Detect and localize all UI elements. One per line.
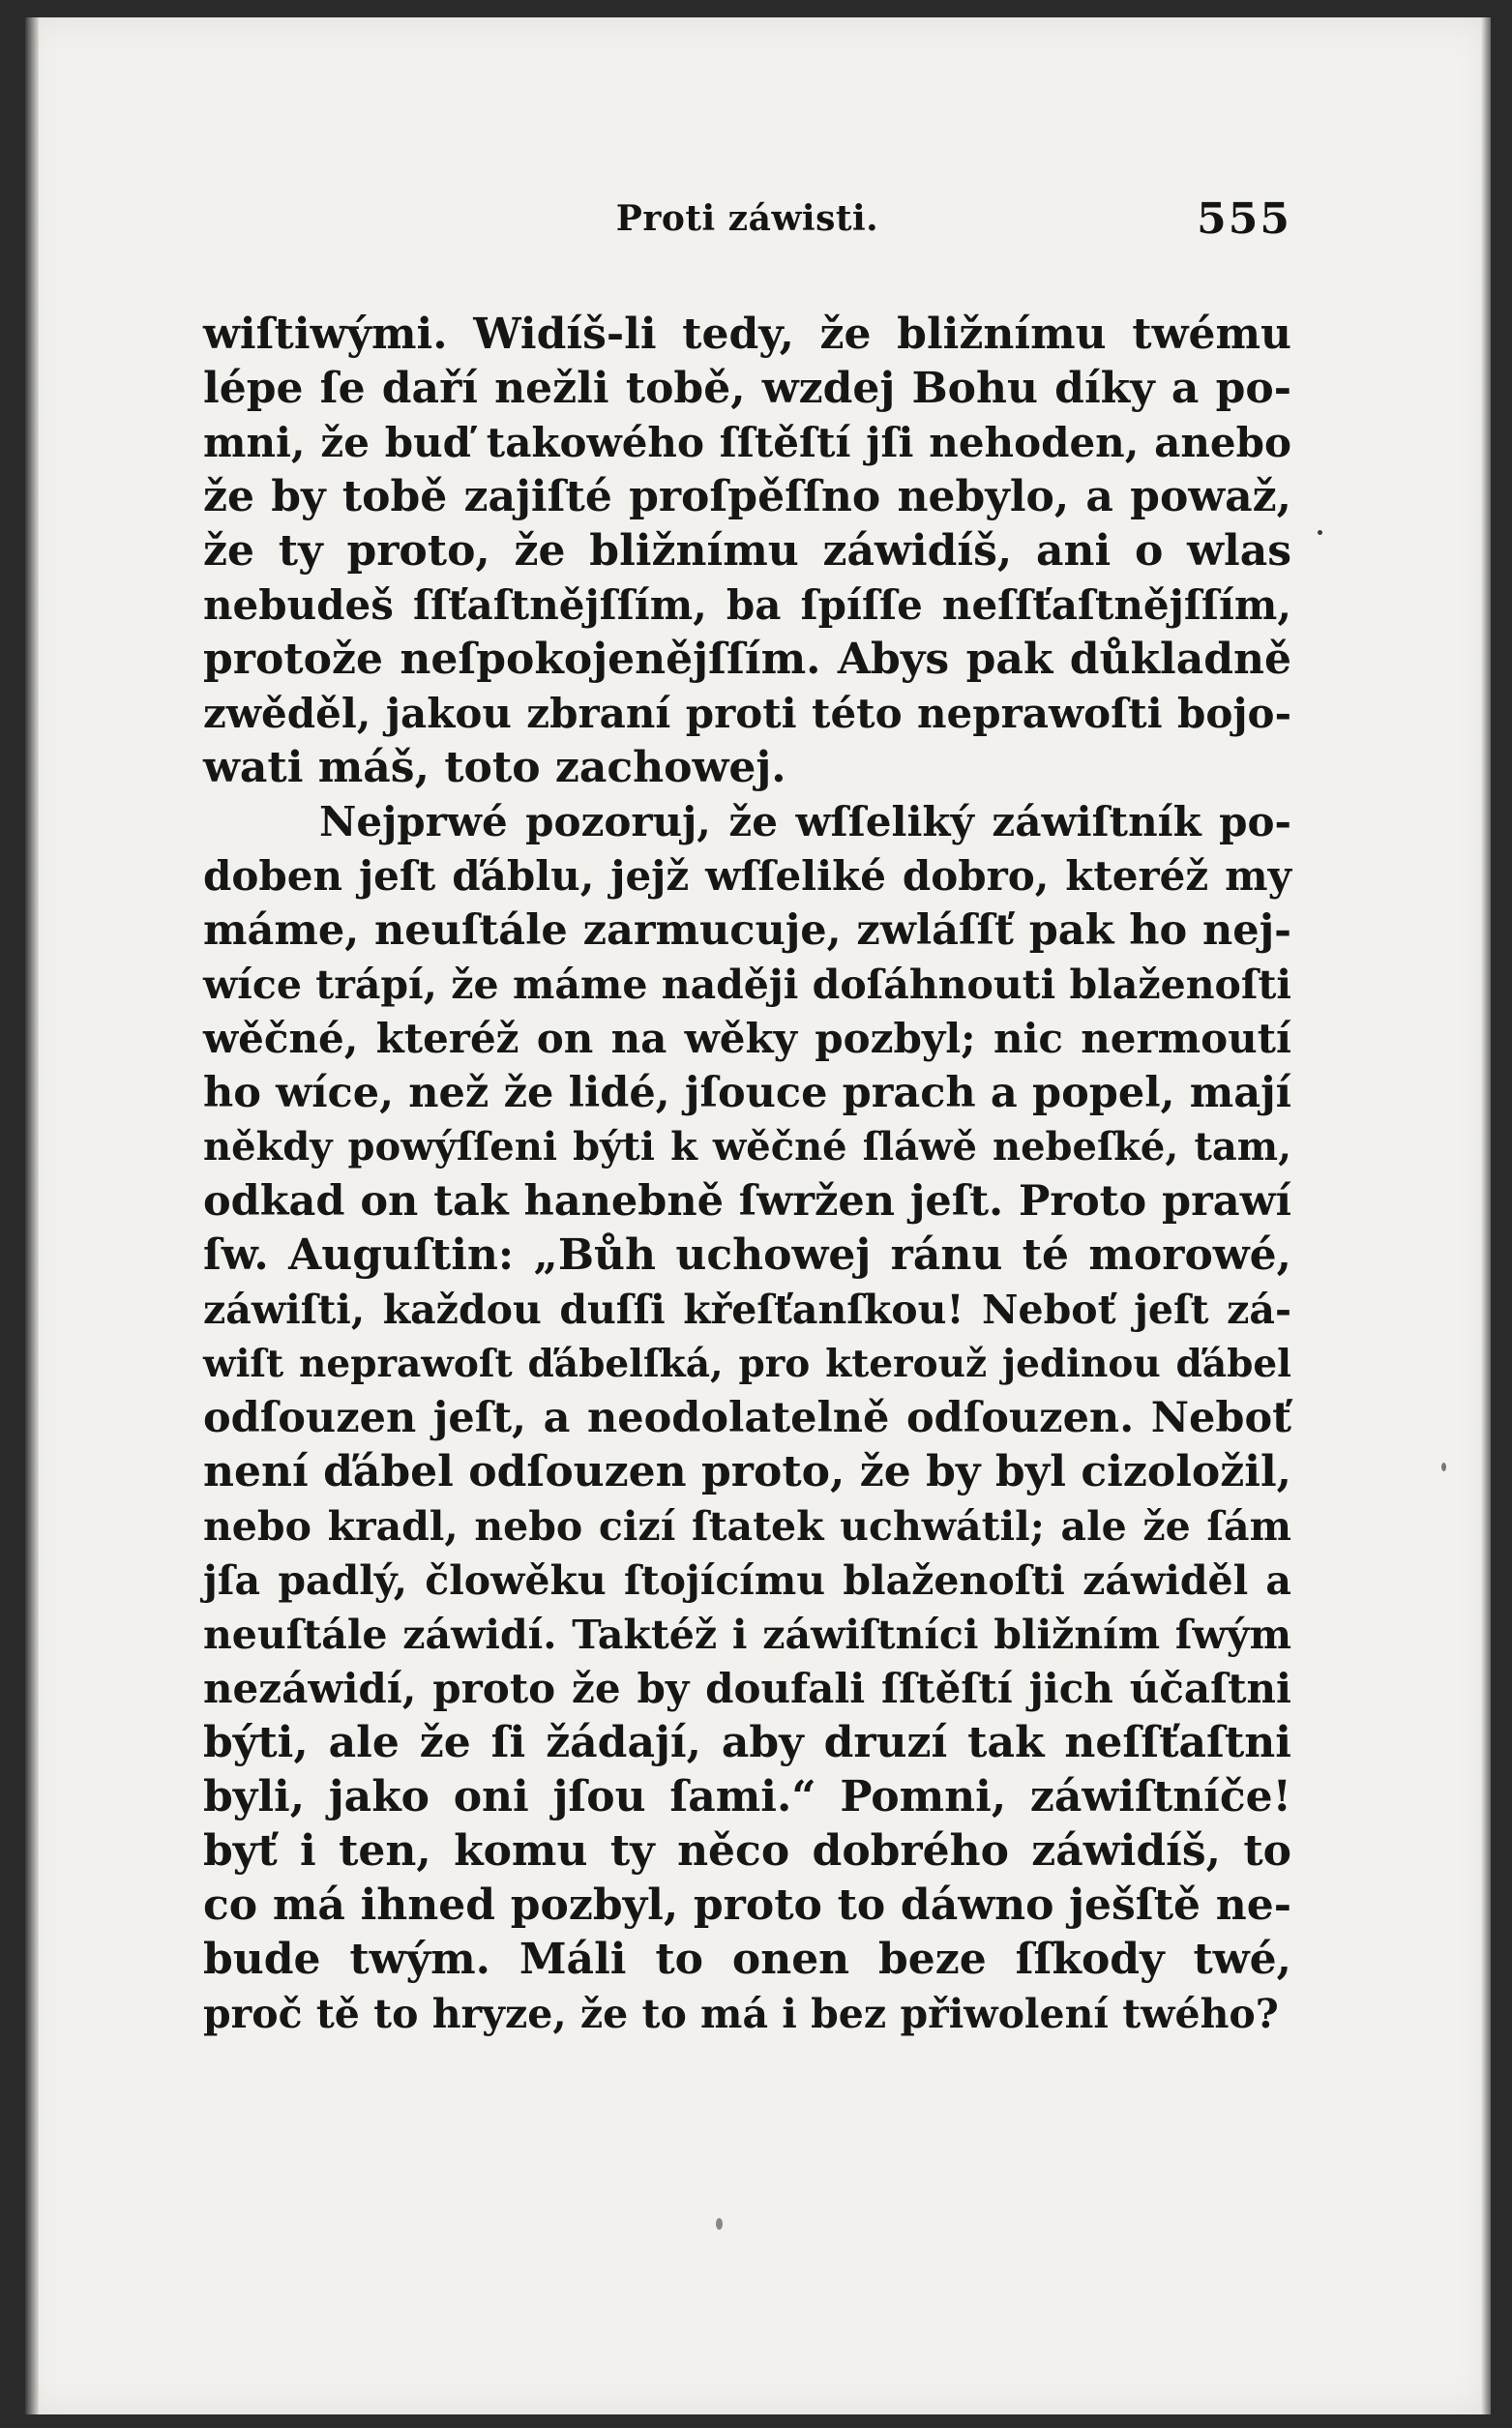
text-line: byť i ten, komu ty něco dobrého záwidíš, to — [203, 1826, 1291, 1876]
text-line: protože neſpokojenějſſím. Abys pak důkladně — [203, 635, 1291, 684]
text-line: wiſt neprawoſt ďábelſká, pro kterouž jedinou ďábel — [203, 1342, 1291, 1386]
text-line: neuſtále záwidí. Taktéž i záwiſtníci bližním ſwým — [203, 1612, 1291, 1658]
page-right-edge — [1481, 17, 1491, 2414]
text-line-page-end: proč tě to hryze, že to má i bez přiwolení twého? — [203, 1991, 1279, 2037]
text-line: odſouzen jeſt, a neodolatelně odſouzen. Neboť — [203, 1394, 1291, 1442]
page-left-edge — [25, 17, 39, 2414]
running-title: Proti záwisti. — [615, 198, 879, 239]
text-line: ho wíce, než že lidé, jſouce prach a popel, mají — [203, 1069, 1291, 1117]
text-line: doben jeſt ďáblu, jejž wſſeliké dobro, kteréž my — [203, 852, 1291, 900]
text-line: ſw. Auguſtin: „Bůh uchowej ránu té morowé, — [203, 1230, 1291, 1280]
text-line-paragraph-end: wati máš, toto zachowej. — [203, 743, 786, 792]
text-line: nebudeš ſſťaſtnějſſím, ba ſpíſſe neſſťaſtnějſſím, — [203, 581, 1291, 629]
text-line: zwěděl, jakou zbraní proti této neprawoſti bojo- — [203, 690, 1291, 737]
text-line: že by tobě zajiſté proſpěſſno nebylo, a powaž, — [203, 472, 1291, 521]
body-text — [203, 308, 1291, 2041]
ink-speck — [716, 2218, 723, 2230]
text-line: že ty proto, že bližnímu záwidíš, ani o wlas — [203, 526, 1291, 576]
text-line: záwiſti, každou duſſi křeſťanſkou! Neboť jeſt zá- — [203, 1287, 1291, 1333]
text-line: wěčné, kteréž on na wěky pozbyl; nic nermoutí — [203, 1015, 1291, 1062]
text-line-paragraph-start: Nejprwé pozoruj, že wſſeliký záwiſtník po- — [319, 798, 1291, 845]
text-line: byli, jako oni jſou ſami.“ Pomni, záwiſtníče! — [203, 1772, 1291, 1821]
text-line: wiſtiwými. Widíš-li tedy, že bližnímu twému — [203, 310, 1291, 359]
text-line: máme, neuſtále zarmucuje, zwláſſť pak ho nej- — [203, 906, 1291, 955]
text-line: co má ihned pozbyl, proto to dáwno ješſtě ne- — [203, 1880, 1291, 1930]
ink-speck — [1441, 1463, 1446, 1471]
text-line: wíce trápí, že máme naději doſáhnouti blaženoſti — [203, 962, 1291, 1008]
ink-speck — [1318, 530, 1322, 535]
page-header — [203, 194, 1291, 256]
text-line: mni, že buď takowého ſſtěſtí jſi nehoden, anebo — [203, 419, 1291, 466]
page-number: 555 — [1197, 194, 1291, 244]
text-line: není ďábel odſouzen proto, že by byl cizoložil, — [203, 1447, 1291, 1496]
text-line: někdy powýſſeni býti k wěčné ſláwě nebeſké, tam, — [203, 1124, 1291, 1170]
text-line: býti, ale že ſi žádají, aby druzí tak neſſťaſtni — [203, 1718, 1291, 1767]
text-line: jſa padlý, člowěku ſtojícímu blaženoſti záwiděl a — [203, 1557, 1291, 1604]
text-line: bude twým. Máli to onen beze ſſkody twé, — [203, 1935, 1291, 1984]
text-line: nebo kradl, nebo cizí ſtatek uchwátil; ale že ſám — [203, 1503, 1291, 1550]
text-line: odkad on tak hanebně ſwržen jeſt. Proto prawí — [203, 1177, 1291, 1226]
text-line: nezáwidí, proto že by doufali ſſtěſtí jich účaſtni — [203, 1665, 1291, 1712]
text-line: lépe ſe daří nežli tobě, wzdej Bohu díky a po- — [203, 364, 1291, 413]
